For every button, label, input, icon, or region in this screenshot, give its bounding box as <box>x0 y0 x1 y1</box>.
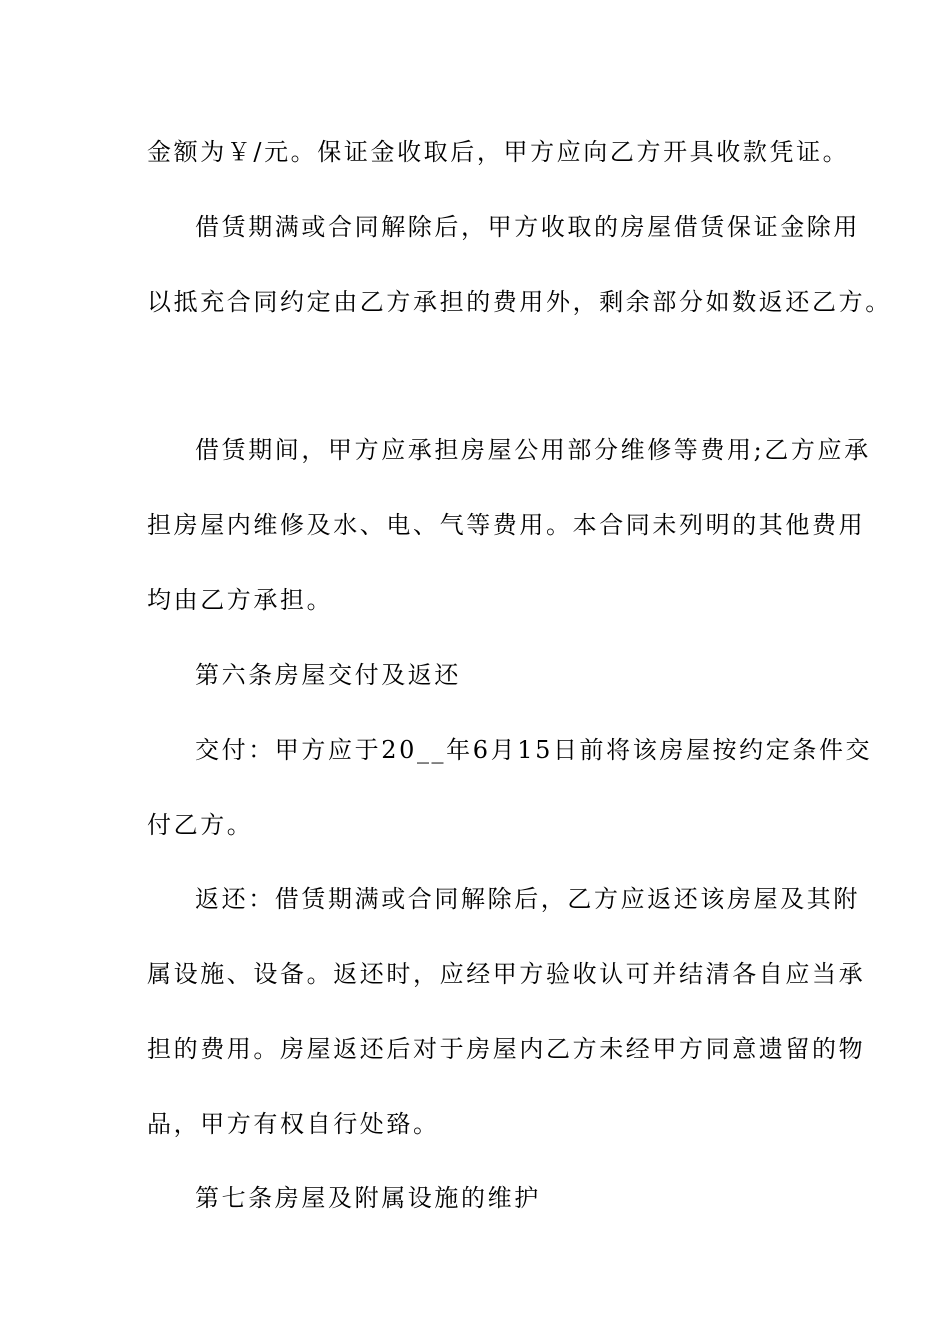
text-line-8: 交付：甲方应于20__年6月15日前将该房屋按约定条件交 <box>195 736 873 764</box>
text-line-12: 担的费用。房屋返还后对于房屋内乙方未经甲方同意遗留的物 <box>147 1035 866 1063</box>
text-line-10: 返还：借赁期满或合同解除后，乙方应返还该房屋及其附 <box>195 885 860 913</box>
text-line-1: 金额为￥/元。保证金收取后，甲方应向乙方开具收款凭证。 <box>147 138 850 166</box>
text-line-4: 借赁期间，甲方应承担房屋公用部分维修等费用;乙方应承 <box>195 436 871 464</box>
text-line-3: 以抵充合同约定由乙方承担的费用外，剩余部分如数返还乙方。 <box>147 288 892 316</box>
text-line-9: 付乙方。 <box>147 811 254 839</box>
section-heading-7: 第七条房屋及附属设施的维护 <box>195 1184 541 1212</box>
section-heading-6: 第六条房屋交付及返还 <box>195 661 461 689</box>
text-line-5: 担房屋内维修及水、电、气等费用。本合同未列明的其他费用 <box>147 511 866 539</box>
text-line-6: 均由乙方承担。 <box>147 586 334 614</box>
text-line-11: 属设施、设备。返还时，应经甲方验收认可并结清各自应当承 <box>147 960 866 988</box>
text-line-2: 借赁期满或合同解除后，甲方收取的房屋借赁保证金除用 <box>195 213 860 241</box>
text-line-13: 品，甲方有权自行处臵。 <box>147 1110 440 1138</box>
